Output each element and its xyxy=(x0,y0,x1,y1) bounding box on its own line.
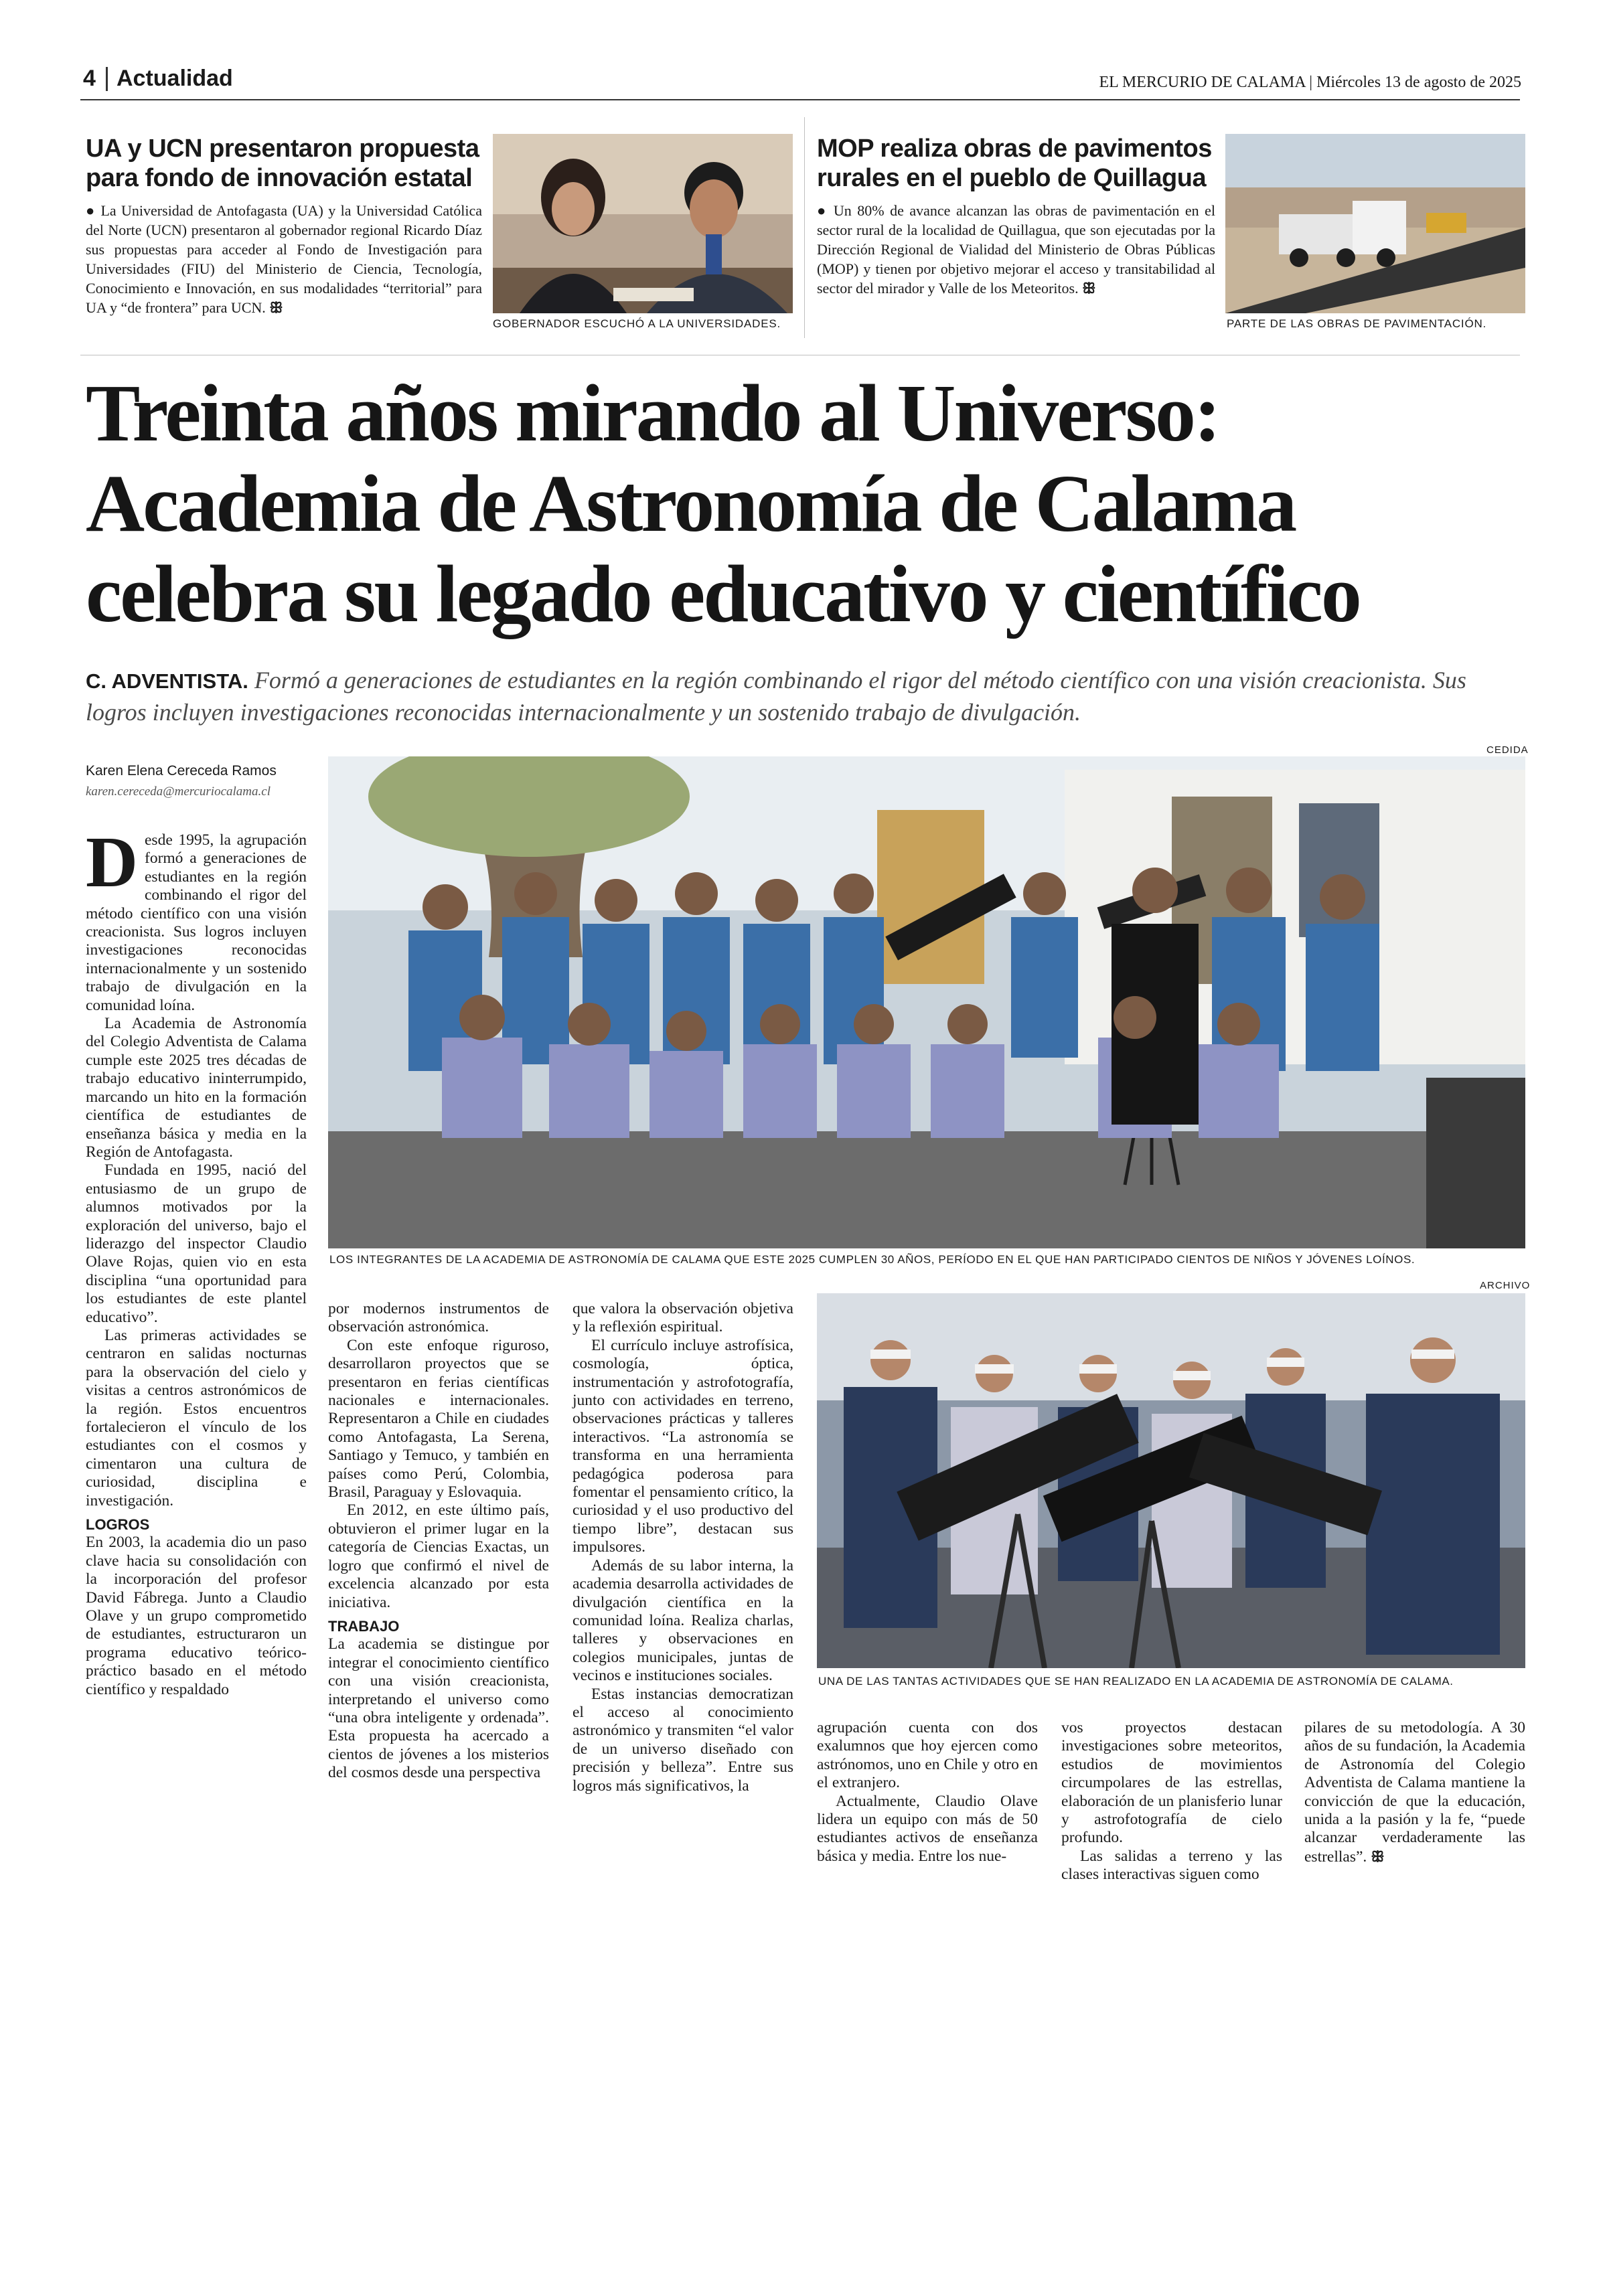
photo-road-works xyxy=(1225,134,1525,313)
brief-left-caption: GOBERNADOR ESCUCHÓ A LA UNIVERSIDADES. xyxy=(493,317,781,330)
headline-line3: celebra su legado educativo y científico xyxy=(86,549,1360,639)
article-paragraph: Las primeras actividades se centraron en salidas nocturnas para la observación del cielo y visitas a centros astronómicos de la región. Estos encuentros fortalecieron el vínculo de los estudiantes con el cosmos y cimentaron una cultura de curiosidad, disciplina e investigación. xyxy=(86,1326,307,1509)
deck-kicker: C. ADVENTISTA. xyxy=(86,669,248,693)
article-paragraph: que valora la observación objetiva y la reflexión espiritual. xyxy=(572,1300,793,1336)
byline-name: Karen Elena Cereceda Ramos xyxy=(86,763,277,778)
brief-right-title xyxy=(817,134,1232,193)
end-mark-icon: ꕥ xyxy=(1371,1848,1385,1865)
article-paragraph: En 2003, la academia dio un paso clave hacia su consolidación con la incorporación del profesor David Fábrega. Junto a Claudio Olave y un grupo comprometido de estudiantes, estructuraron un programa educativo teórico-práctico basado en el método científico y respaldado xyxy=(86,1534,307,1698)
article-paragraph: La Academia de Astronomía del Colegio Adventista de Calama cumple este 2025 tres décadas de trabajo educativo ininterrumpido, marcando un hito en la formación científica de estudiantes de enseñanza básica y media en la Región de Antofagasta. xyxy=(86,1015,307,1161)
subhead-trabajo: TRABAJO xyxy=(328,1617,400,1635)
article-column-5 xyxy=(1061,1719,1282,1884)
deck xyxy=(86,665,1525,728)
article-paragraph: La academia se distingue por integrar el conocimiento científico con una visión creacionista, interpretando el universo como “una obra inteligente y ordenada”. Esta propuesta ha acercado a cientos de jóvenes a los misterios del cosmos desde una perspectiva xyxy=(328,1635,549,1782)
header-rule xyxy=(80,99,1520,100)
article-paragraph: Fundada en 1995, nació del entusiasmo de un grupo de alumnos motivados por la exploración del universo, bajo el liderazgo del inspector Claudio Olave Rojas, quien vio en esta disciplina “una oportunidad para los estudiantes de este plantel educativo”. xyxy=(86,1161,307,1326)
brief-left-title-line1: UA y UCN presentaron propuesta xyxy=(86,135,479,163)
drop-cap: D xyxy=(86,823,138,902)
article-column-6 xyxy=(1304,1719,1525,1866)
brief-left-title xyxy=(86,134,487,193)
article-paragraph: Las salidas a terreno y las clases interactivas siguen como xyxy=(1061,1847,1282,1884)
brief-right-body xyxy=(817,201,1215,298)
brief-left-title-line2: para fondo de innovación estatal xyxy=(86,164,473,192)
article-column-3 xyxy=(572,1300,793,1795)
article-paragraph: Actualmente, Claudio Olave lidera un equipo con más de 50 estudiantes activos de enseñanza básica y media. Entre los nue- xyxy=(817,1792,1038,1865)
article-paragraph: por modernos instrumentos de observación astronómica. xyxy=(328,1300,549,1336)
article-paragraph: El currículo incluye astrofísica, cosmología, óptica, instrumentación y astrofotografía, junto con actividades en terreno, observaciones prácticas y talleres interactivos. “La astronomía se transforma en una herramienta pedagógica poderosa para fomentar el pensamiento crítico, la curiosidad y el uso productivo del tiempo libre”, destacan sus impulsores. xyxy=(572,1336,793,1556)
end-mark-icon: ꕥ xyxy=(269,299,283,316)
article-paragraph: pilares de su metodología. A 30 años de su fundación, la Academia de Astronomía del Colegio Adventista de Calama mantiene la convicción de que la educación, unida a la pasión y la fe, “puede alcanzar verdaderamente las estrellas”. ꕥ xyxy=(1304,1719,1525,1866)
photo-telescope-activity xyxy=(817,1293,1525,1668)
byline-email: karen.cereceda@mercuriocalama.cl xyxy=(86,785,271,799)
brief-left-text: ● La Universidad de Antofagasta (UA) y la Universidad Católica del Norte (UCN) presentaron al gobernador regional Ricardo Díaz sus propuestas para acceder al Fondo de Investigación para Universidades (FIU) del Ministerio de Ciencia, Tecnología, Conocimiento e Innovación, en sus modalidades “territorial” para UA y “de frontera” para UCN. xyxy=(86,202,482,316)
photo1-credit: CEDIDA xyxy=(1486,744,1529,756)
brief-left-body xyxy=(86,201,482,317)
section-title: Actualidad xyxy=(117,66,233,91)
brief-right-caption: PARTE DE LAS OBRAS DE PAVIMENTACIÓN. xyxy=(1227,317,1487,330)
brief-right-title-line1: MOP realiza obras de pavimentos xyxy=(817,135,1212,163)
article-paragraph: Además de su labor interna, la academia desarrolla actividades de divulgación científica en la comunidad loína. Realiza charlas, talleres y observaciones en colegios municipales, juntas de vecinos e instituciones sociales. xyxy=(572,1556,793,1685)
article-column-2 xyxy=(328,1300,549,1783)
headline-line2: Academia de Astronomía de Calama xyxy=(86,459,1296,549)
page-number: 4 xyxy=(83,66,96,91)
article-column-1 xyxy=(86,823,307,1699)
photo-academy-group xyxy=(328,756,1525,1248)
photo2-caption: UNA DE LAS TANTAS ACTIVIDADES QUE SE HAN REALIZADO EN LA ACADEMIA DE ASTRONOMÍA DE CALAMA. xyxy=(818,1675,1454,1688)
photo-telescope-activity-image xyxy=(817,1293,1525,1668)
photo-academy-group-image xyxy=(328,756,1525,1248)
subhead-logros: LOGROS xyxy=(86,1516,150,1534)
article-paragraph: vos proyectos destacan investigaciones sobre meteoritos, estudios de movimientos circumpolares de las estrellas, elaboración de un planisferio lunar y astrofotografía de cielo profundo. xyxy=(1061,1719,1282,1847)
brief-right-title-line2: rurales en el pueblo de Quillagua xyxy=(817,164,1207,192)
photo1-caption: LOS INTEGRANTES DE LA ACADEMIA DE ASTRONOMÍA DE CALAMA QUE ESTE 2025 CUMPLEN 30 AÑOS, PERÍODO EN EL QUE HAN PARTICIPADO CIENTOS DE NIÑOS Y JÓVENES LOÍNOS. xyxy=(329,1253,1415,1266)
end-mark-icon: ꕥ xyxy=(1082,280,1096,297)
article-paragraph: Desde 1995, la agrupación formó a generaciones de estudiantes en la región combinando el rigor del método científico con una visión creacionista. Sus logros incluyen investigaciones reconocidas internacionalmente y un sostenido trabajo de divulgación en la comunidad loína. xyxy=(86,823,307,1014)
article-paragraph: agrupación cuenta con dos exalumnos que hoy ejercen como astrónomos, uno en Chile y otro en el extranjero. xyxy=(817,1719,1038,1792)
deck-text: Formó a generaciones de estudiantes en la región combinando el rigor del método científico con una visión creacionista. Sus logros incluyen investigaciones reconocidas internacionalmente y un sostenido trabajo de divulgación. xyxy=(86,667,1466,726)
briefs-divider xyxy=(804,117,805,338)
brief-right-text: ● Un 80% de avance alcanzan las obras de pavimentación en el sector rural de la localidad de Quillagua, que son ejecutadas por la Dirección Regional de Vialidad del Ministerio de Obras Públicas (MOP) y tienen por objetivo mejorar el acceso y transitabilidad al sector del mirador y Valle de los Meteoritos. xyxy=(817,202,1215,297)
article-paragraph: Estas instancias democratizan el acceso al conocimiento astronómico y transmiten “el valor de un universo diseñado con precisión y belleza”. Entre sus logros más significativos, la xyxy=(572,1685,793,1795)
article-column-4 xyxy=(817,1719,1038,1866)
header-divider xyxy=(106,67,108,91)
photo-governor-meeting xyxy=(493,134,793,313)
photo-governor-meeting-image xyxy=(493,134,793,313)
photo2-credit: ARCHIVO xyxy=(1480,1280,1531,1291)
article-paragraph: Con este enfoque riguroso, desarrollaron proyectos que se presentaron en ferias científicas nacionales e internacionales. Representaron a Chile en ciudades como Antofagasta, La Serena, Santiago y Temuco, y también en países como Perú, Colombia, Brasil, Paraguay y Eslovaquia. xyxy=(328,1336,549,1501)
photo-road-works-image xyxy=(1225,134,1525,313)
newspaper-date: EL MERCURIO DE CALAMA | Miércoles 13 de agosto de 2025 xyxy=(1099,74,1521,91)
headline-line1: Treinta años mirando al Universo: xyxy=(86,368,1219,459)
article-paragraph: En 2012, en este último país, obtuvieron el primer lugar en la categoría de Ciencias Exactas, un logro que confirmó el nivel de excelencia alcanzado por esta iniciativa. xyxy=(328,1501,549,1611)
